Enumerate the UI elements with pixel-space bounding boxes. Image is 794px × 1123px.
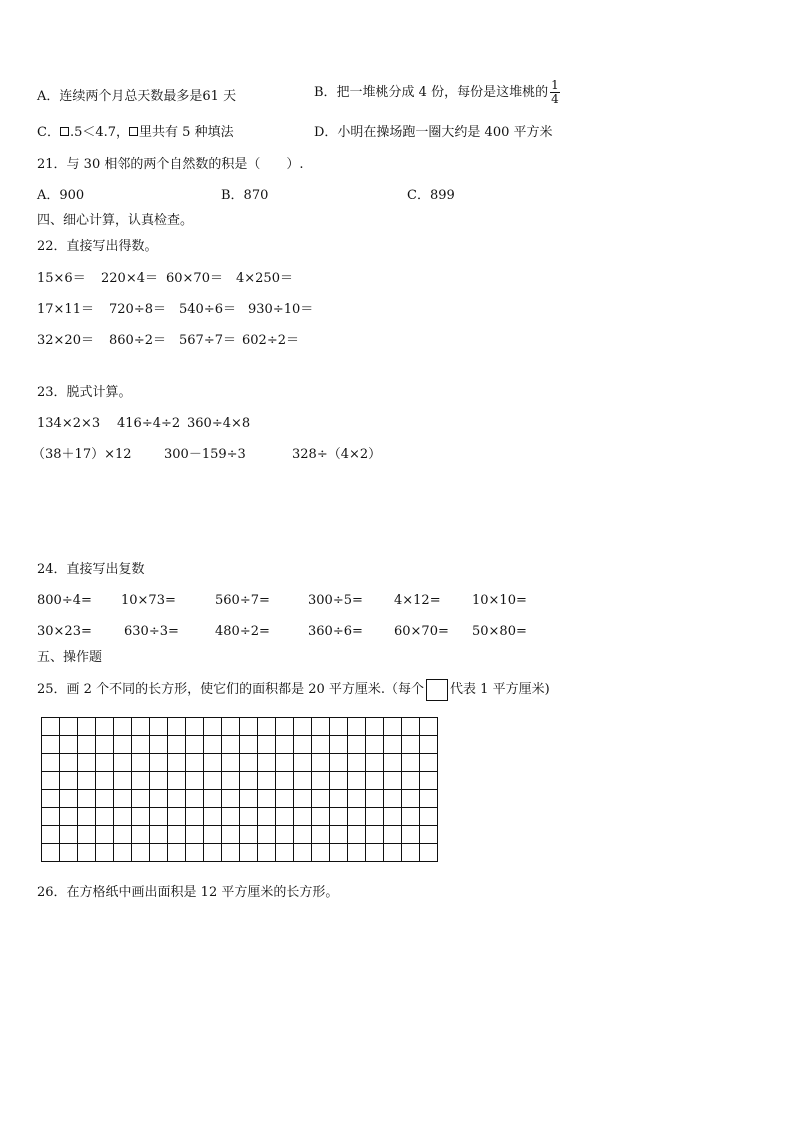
- q24-cell: 10×73=: [121, 593, 176, 608]
- grid-cell[interactable]: [348, 754, 366, 772]
- grid-cell[interactable]: [330, 772, 348, 790]
- grid-cell[interactable]: [240, 826, 258, 844]
- grid-cell[interactable]: [402, 790, 420, 808]
- q22-cell: 15×6＝: [37, 271, 86, 286]
- grid-cell[interactable]: [402, 736, 420, 754]
- grid-cell[interactable]: [348, 772, 366, 790]
- q21-question: 21．与 30 相邻的两个自然数的积是（ ）.: [37, 157, 304, 172]
- grid-cell[interactable]: [186, 718, 204, 736]
- grid-cell[interactable]: [222, 736, 240, 754]
- grid-cell[interactable]: [348, 790, 366, 808]
- q20-option-b-text: B．把一堆桃分成 4 份，每份是这堆桃的: [314, 85, 549, 100]
- grid-cell[interactable]: [366, 844, 384, 862]
- grid-paper[interactable]: [41, 717, 438, 862]
- grid-cell[interactable]: [186, 736, 204, 754]
- grid-cell[interactable]: [78, 790, 96, 808]
- grid-cell[interactable]: [258, 736, 276, 754]
- grid-cell[interactable]: [402, 808, 420, 826]
- grid-cell[interactable]: [258, 790, 276, 808]
- grid-cell[interactable]: [420, 736, 438, 754]
- q20-option-a: A．连续两个月总天数最多是61 天: [37, 89, 237, 104]
- grid-cell[interactable]: [258, 754, 276, 772]
- grid-cell[interactable]: [330, 736, 348, 754]
- grid-cell[interactable]: [312, 790, 330, 808]
- grid-cell[interactable]: [366, 772, 384, 790]
- q25-text-after: 代表 1 平方厘米): [450, 682, 550, 697]
- grid-cell[interactable]: [402, 754, 420, 772]
- grid-cell[interactable]: [312, 718, 330, 736]
- grid-cell[interactable]: [168, 826, 186, 844]
- grid-row: [42, 826, 438, 844]
- grid-cell[interactable]: [330, 844, 348, 862]
- grid-cell[interactable]: [42, 754, 60, 772]
- grid-cell[interactable]: [222, 844, 240, 862]
- grid-cell[interactable]: [258, 844, 276, 862]
- grid-cell[interactable]: [330, 808, 348, 826]
- grid-row: [42, 790, 438, 808]
- grid-cell[interactable]: [330, 754, 348, 772]
- grid-cell[interactable]: [60, 754, 78, 772]
- q23-cell: 360÷4×8: [187, 416, 251, 431]
- grid-cell[interactable]: [132, 718, 150, 736]
- q22-cell: 32×20＝: [37, 333, 94, 348]
- grid-cell[interactable]: [186, 844, 204, 862]
- grid-cell[interactable]: [150, 754, 168, 772]
- grid-cell[interactable]: [366, 736, 384, 754]
- grid-cell[interactable]: [258, 718, 276, 736]
- q24-title: 24．直接写出复数: [37, 562, 145, 577]
- grid-cell[interactable]: [60, 790, 78, 808]
- grid-cell[interactable]: [60, 844, 78, 862]
- q23-cell: 416÷4÷2: [117, 416, 181, 431]
- q24-cell: 60×70=: [394, 624, 449, 639]
- grid-cell[interactable]: [78, 826, 96, 844]
- q23-cell: 300－159÷3: [164, 447, 246, 462]
- grid-cell[interactable]: [366, 808, 384, 826]
- q21-option-c: C．899: [407, 188, 455, 203]
- grid-cell[interactable]: [420, 790, 438, 808]
- grid-cell[interactable]: [384, 754, 402, 772]
- grid-cell[interactable]: [276, 736, 294, 754]
- grid-cell[interactable]: [294, 826, 312, 844]
- grid-cell[interactable]: [222, 754, 240, 772]
- q25-text-before: 25．画 2 个不同的长方形，使它们的面积都是 20 平方厘米.（每个: [37, 682, 425, 697]
- grid-cell[interactable]: [42, 826, 60, 844]
- grid-cell[interactable]: [420, 808, 438, 826]
- grid-cell[interactable]: [96, 718, 114, 736]
- q23-cell: 134×2×3: [37, 416, 101, 431]
- grid-cell[interactable]: [96, 772, 114, 790]
- grid-cell[interactable]: [132, 772, 150, 790]
- grid-cell[interactable]: [312, 844, 330, 862]
- grid-cell[interactable]: [258, 772, 276, 790]
- grid-cell[interactable]: [78, 736, 96, 754]
- fraction-numerator: 1: [551, 78, 559, 92]
- grid-cell[interactable]: [42, 790, 60, 808]
- q24-cell: 560÷7=: [215, 593, 270, 608]
- grid-cell[interactable]: [132, 844, 150, 862]
- grid-cell[interactable]: [402, 718, 420, 736]
- grid-cell[interactable]: [384, 808, 402, 826]
- grid-cell[interactable]: [384, 790, 402, 808]
- grid-cell[interactable]: [312, 736, 330, 754]
- q22-cell: 540÷6＝: [179, 302, 236, 317]
- grid-cell[interactable]: [348, 844, 366, 862]
- q22-cell: 17×11＝: [37, 302, 94, 317]
- grid-cell[interactable]: [402, 826, 420, 844]
- grid-cell[interactable]: [276, 754, 294, 772]
- grid-cell[interactable]: [204, 808, 222, 826]
- grid-cell[interactable]: [60, 736, 78, 754]
- grid-cell[interactable]: [312, 772, 330, 790]
- grid-cell[interactable]: [60, 808, 78, 826]
- grid-cell[interactable]: [114, 844, 132, 862]
- grid-cell[interactable]: [330, 718, 348, 736]
- grid-cell[interactable]: [366, 826, 384, 844]
- grid-cell[interactable]: [366, 718, 384, 736]
- q24-cell: 10×10=: [472, 593, 527, 608]
- grid-cell[interactable]: [384, 718, 402, 736]
- q20-option-c-prefix: C．: [37, 125, 60, 140]
- grid-cell[interactable]: [312, 754, 330, 772]
- grid-cell[interactable]: [204, 790, 222, 808]
- grid-cell[interactable]: [294, 790, 312, 808]
- grid-cell[interactable]: [186, 826, 204, 844]
- q20-option-c-mid: .5＜4.7，: [69, 125, 130, 140]
- q24-cell: 50×80=: [472, 624, 527, 639]
- grid-cell[interactable]: [132, 826, 150, 844]
- q24-cell: 480÷2=: [215, 624, 270, 639]
- grid-cell[interactable]: [240, 808, 258, 826]
- grid-cell[interactable]: [42, 808, 60, 826]
- grid-row: [42, 844, 438, 862]
- q24-cell: 4×12=: [394, 593, 441, 608]
- grid-cell[interactable]: [114, 772, 132, 790]
- q20-option-c: [37, 125, 234, 141]
- q25-question: [37, 678, 550, 702]
- grid-cell[interactable]: [132, 736, 150, 754]
- grid-row: [42, 772, 438, 790]
- q21-option-b: B．870: [221, 188, 269, 203]
- grid-cell[interactable]: [276, 844, 294, 862]
- grid-cell[interactable]: [222, 772, 240, 790]
- grid-cell[interactable]: [186, 754, 204, 772]
- grid-cell[interactable]: [294, 736, 312, 754]
- grid-cell[interactable]: [384, 826, 402, 844]
- grid-cell[interactable]: [276, 718, 294, 736]
- grid-cell[interactable]: [294, 772, 312, 790]
- grid-cell[interactable]: [222, 790, 240, 808]
- q20-option-b: [314, 78, 560, 108]
- grid-cell[interactable]: [168, 754, 186, 772]
- q24-cell: 300÷5=: [308, 593, 363, 608]
- grid-cell[interactable]: [384, 772, 402, 790]
- q22-cell: 567÷7＝: [179, 333, 236, 348]
- grid-cell[interactable]: [60, 772, 78, 790]
- grid-cell[interactable]: [240, 844, 258, 862]
- grid-cell[interactable]: [42, 772, 60, 790]
- grid-cell[interactable]: [42, 736, 60, 754]
- grid-cell[interactable]: [168, 844, 186, 862]
- grid-cell[interactable]: [294, 808, 312, 826]
- grid-cell[interactable]: [96, 808, 114, 826]
- grid-cell[interactable]: [420, 826, 438, 844]
- grid-cell[interactable]: [150, 736, 168, 754]
- grid-cell[interactable]: [402, 844, 420, 862]
- grid-cell[interactable]: [150, 772, 168, 790]
- section-5-title: 五、操作题: [37, 650, 103, 665]
- q22-title: 22．直接写出得数。: [37, 239, 158, 254]
- grid-row: [42, 808, 438, 826]
- grid-cell[interactable]: [96, 754, 114, 772]
- grid-cell[interactable]: [150, 790, 168, 808]
- q21-option-a: A．900: [37, 188, 85, 203]
- grid-cell[interactable]: [168, 808, 186, 826]
- grid-cell[interactable]: [294, 718, 312, 736]
- grid-cell[interactable]: [96, 844, 114, 862]
- grid-cell[interactable]: [402, 772, 420, 790]
- grid-cell[interactable]: [204, 826, 222, 844]
- q20-option-d: D．小明在操场跑一圈大约是 400 平方米: [314, 125, 553, 140]
- grid-cell[interactable]: [168, 790, 186, 808]
- q23-cell: 328÷（4×2）: [292, 447, 382, 462]
- grid-cell[interactable]: [132, 754, 150, 772]
- grid-cell[interactable]: [222, 718, 240, 736]
- q23-title: 23．脱式计算。: [37, 385, 132, 400]
- grid-cell[interactable]: [348, 808, 366, 826]
- grid-cell[interactable]: [294, 754, 312, 772]
- grid-cell[interactable]: [420, 754, 438, 772]
- grid-cell[interactable]: [186, 808, 204, 826]
- grid-cell[interactable]: [114, 718, 132, 736]
- grid-cell[interactable]: [168, 718, 186, 736]
- grid-cell[interactable]: [78, 772, 96, 790]
- grid-cell[interactable]: [114, 790, 132, 808]
- grid-cell[interactable]: [60, 826, 78, 844]
- grid-cell[interactable]: [348, 826, 366, 844]
- grid-cell[interactable]: [276, 808, 294, 826]
- grid-cell[interactable]: [114, 754, 132, 772]
- q22-cell: 60×70＝: [166, 271, 223, 286]
- grid-cell[interactable]: [96, 736, 114, 754]
- q20-option-c-suffix: 里共有 5 种填法: [139, 125, 234, 140]
- grid-cell[interactable]: [384, 844, 402, 862]
- q22-cell: 602÷2＝: [242, 333, 299, 348]
- q24-cell: 630÷3=: [124, 624, 179, 639]
- grid-cell[interactable]: [366, 754, 384, 772]
- grid-cell[interactable]: [258, 808, 276, 826]
- grid-cell[interactable]: [348, 718, 366, 736]
- grid-cell[interactable]: [240, 754, 258, 772]
- fraction-denominator: 4: [551, 92, 559, 106]
- grid-cell[interactable]: [366, 790, 384, 808]
- grid-cell[interactable]: [204, 718, 222, 736]
- q22-cell: 220×4＝: [101, 271, 158, 286]
- section-4-title: 四、细心计算，认真检查。: [37, 213, 194, 228]
- grid-cell[interactable]: [150, 718, 168, 736]
- q24-cell: 30×23=: [37, 624, 92, 639]
- grid-cell[interactable]: [204, 736, 222, 754]
- grid-cell[interactable]: [276, 826, 294, 844]
- grid-cell[interactable]: [420, 718, 438, 736]
- grid-cell[interactable]: [150, 826, 168, 844]
- grid-cell[interactable]: [240, 772, 258, 790]
- grid-cell[interactable]: [78, 718, 96, 736]
- grid-cell[interactable]: [42, 844, 60, 862]
- grid-cell[interactable]: [312, 826, 330, 844]
- grid-cell[interactable]: [240, 718, 258, 736]
- grid-cell[interactable]: [420, 844, 438, 862]
- fraction-one-quarter: [550, 79, 560, 106]
- q23-cell: （38＋17）×12: [32, 447, 132, 462]
- grid-cell[interactable]: [240, 790, 258, 808]
- q22-cell: 930÷10＝: [248, 302, 314, 317]
- grid-cell[interactable]: [240, 736, 258, 754]
- grid-cell[interactable]: [96, 790, 114, 808]
- grid-row: [42, 754, 438, 772]
- grid-cell[interactable]: [276, 772, 294, 790]
- grid-cell[interactable]: [258, 826, 276, 844]
- grid-cell[interactable]: [294, 844, 312, 862]
- grid-cell[interactable]: [330, 790, 348, 808]
- grid-cell[interactable]: [114, 826, 132, 844]
- grid-cell[interactable]: [150, 844, 168, 862]
- grid-cell[interactable]: [132, 808, 150, 826]
- grid-cell[interactable]: [222, 808, 240, 826]
- grid-cell[interactable]: [60, 718, 78, 736]
- grid-cell[interactable]: [384, 736, 402, 754]
- grid-cell[interactable]: [204, 754, 222, 772]
- unit-square-icon: [426, 679, 448, 701]
- grid-cell[interactable]: [168, 772, 186, 790]
- grid-cell[interactable]: [132, 790, 150, 808]
- grid-row: [42, 736, 438, 754]
- q24-cell: 800÷4=: [37, 593, 92, 608]
- blank-box-icon: [129, 127, 138, 136]
- grid-cell[interactable]: [348, 736, 366, 754]
- grid-cell[interactable]: [186, 772, 204, 790]
- grid-cell[interactable]: [168, 736, 186, 754]
- grid-cell[interactable]: [42, 718, 60, 736]
- grid-cell[interactable]: [96, 826, 114, 844]
- q24-cell: 360÷6=: [308, 624, 363, 639]
- grid-cell[interactable]: [78, 844, 96, 862]
- q26-title: 26．在方格纸中画出面积是 12 平方厘米的长方形。: [37, 885, 339, 900]
- grid-cell[interactable]: [420, 772, 438, 790]
- grid-cell[interactable]: [312, 808, 330, 826]
- grid-cell[interactable]: [330, 826, 348, 844]
- grid-cell[interactable]: [150, 808, 168, 826]
- grid-cell[interactable]: [204, 844, 222, 862]
- grid-cell[interactable]: [78, 754, 96, 772]
- q22-cell: 720÷8＝: [109, 302, 166, 317]
- grid-cell[interactable]: [186, 790, 204, 808]
- grid-cell[interactable]: [276, 790, 294, 808]
- q22-cell: 860÷2＝: [109, 333, 166, 348]
- grid-cell[interactable]: [222, 826, 240, 844]
- grid-cell[interactable]: [114, 736, 132, 754]
- q22-cell: 4×250＝: [236, 271, 293, 286]
- blank-box-icon: [60, 127, 69, 136]
- grid-cell[interactable]: [78, 808, 96, 826]
- grid-row: [42, 718, 438, 736]
- grid-cell[interactable]: [204, 772, 222, 790]
- grid-cell[interactable]: [114, 808, 132, 826]
